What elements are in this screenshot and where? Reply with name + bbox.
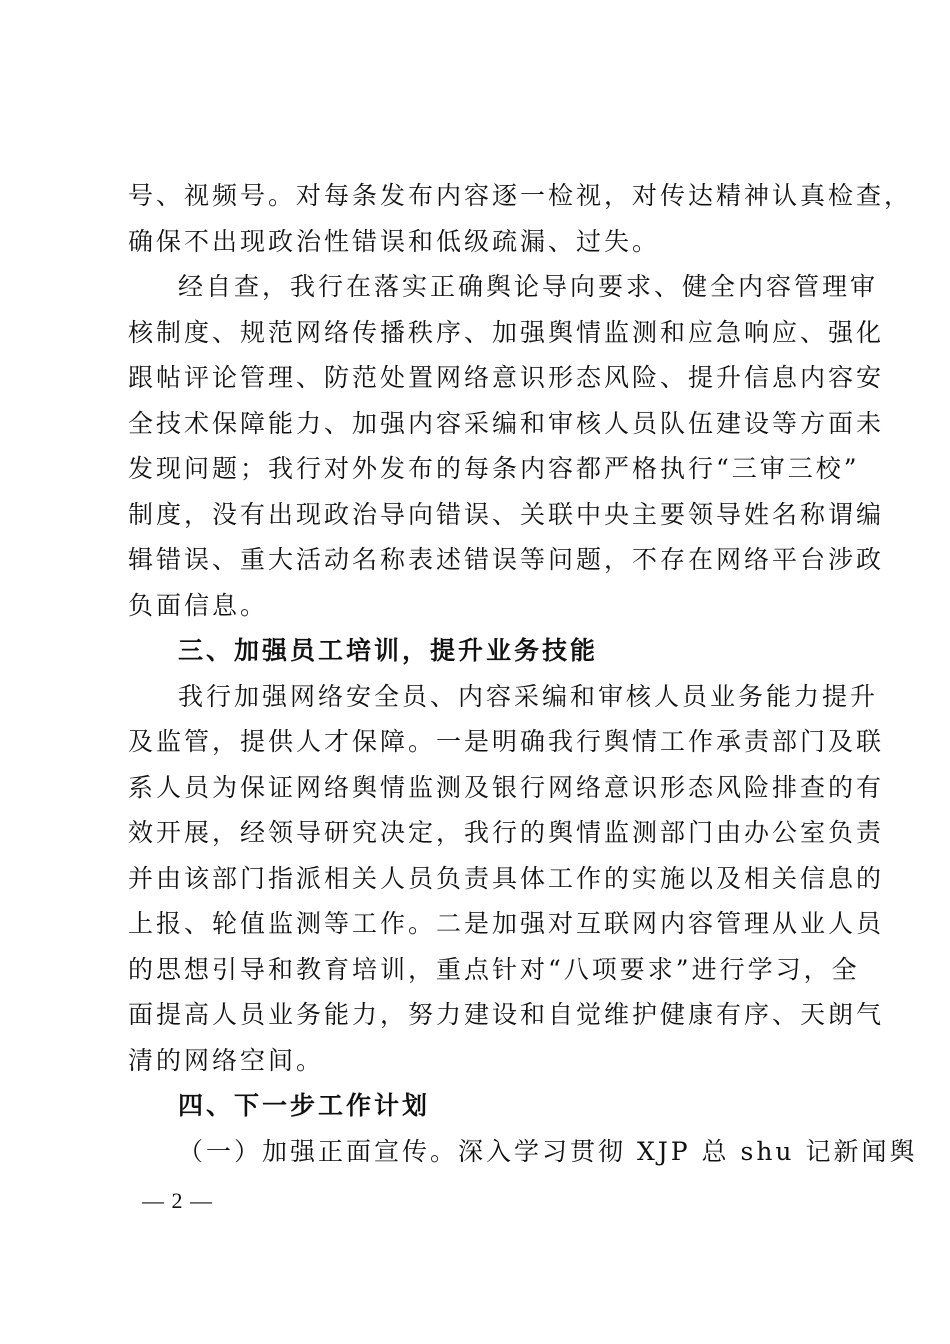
page-number: — 2 — [142,1188,213,1213]
body-text [128,173,918,1174]
paragraph-line: 经自查，我行在落实正确舆论导向要求、健全内容管理审 [178,272,879,301]
paragraph-line: 全技术保障能力、加强内容采编和审核人员队伍建设等方面未 [128,408,885,438]
paragraph-line: 面提高人员业务能力，努力建设和自觉维护健康有序、天朗气 [128,1000,885,1029]
paragraph-line: 辑错误、重大活动名称表述错误等问题，不存在网络平台涉政 [128,545,885,574]
paragraph-line: 制度，没有出现政治导向错误、关联中央主要领导姓名称谓编 [128,499,885,529]
paragraph-line: 号、视频号。对每条发布内容逐一检视，对传达精神认真检查， [128,181,913,210]
paragraph-line: 系人员为保证网络舆情监测及银行网络意识形态风险排查的有 [128,772,885,802]
paragraph-line: 跟帖评论管理、防范处置网络意识形态风险、提升信息内容安 [128,363,885,392]
paragraph-line: 确保不出现政治性错误和低级疏漏、过失。 [128,226,661,256]
paragraph-line: 我行加强网络安全员、内容采编和审核人员业务能力提升 [178,681,879,711]
paragraph-line: 负面信息。 [128,590,269,620]
paragraph-line: 上报、轮值监测等工作。二是加强对互联网内容管理从业人员 [128,909,885,938]
section-heading: 四、下一步工作计划 [178,1091,431,1120]
paragraph-line: （一）加强正面宣传。深入学习贯彻 XJP 总 shu 记新闻舆 [178,1136,918,1166]
paragraph-line: 发现问题；我行对外发布的每条内容都严格执行“三审三校” [128,454,860,483]
paragraph-line: 及监管，提供人才保障。一是明确我行舆情工作承责部门及联 [128,727,885,756]
paragraph-line: 并由该部门指派相关人员负责具体工作的实施以及相关信息的 [128,863,885,893]
paragraph-line: 核制度、规范网络传播秩序、加强舆情监测和应急响应、强化 [128,317,885,347]
paragraph-line: 的思想引导和教育培训，重点针对“八项要求”进行学习，全 [128,954,860,984]
section-heading: 三、加强员工培训，提升业务技能 [178,636,599,665]
paragraph-line: 效开展，经领导研究决定，我行的舆情监测部门由办公室负责 [128,818,885,847]
paragraph-line: 清的网络空间。 [128,1045,325,1075]
